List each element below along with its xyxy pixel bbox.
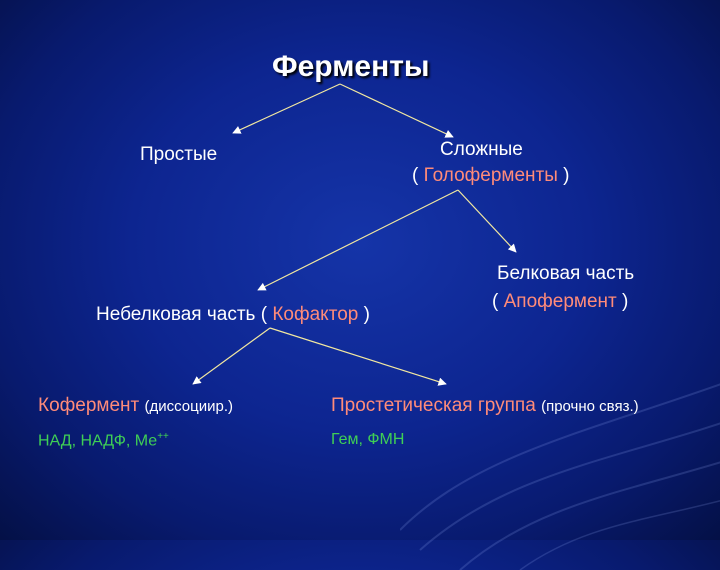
arrow-to-prosthetic xyxy=(270,328,446,384)
node-complex-alias: Голоферменты xyxy=(423,165,558,186)
coenzyme-examples xyxy=(38,432,169,449)
paren-close: ) xyxy=(622,291,629,312)
arrow-to-coenzyme xyxy=(193,328,270,384)
node-complex xyxy=(440,140,523,159)
prosthetic-examples: Гем, ФМН xyxy=(331,431,405,448)
node-coenzyme-label: Кофермент xyxy=(38,395,140,416)
node-prosthetic-note: (прочно связ.) xyxy=(541,398,639,415)
node-coenzyme xyxy=(38,396,233,415)
node-nonprotein-part-alias: Кофактор xyxy=(272,304,359,325)
arrow-to-simple xyxy=(233,84,340,133)
arrow-to-nonprotein-part xyxy=(258,190,458,290)
paren-open: ( xyxy=(412,165,419,186)
node-prosthetic-label: Простетическая группа xyxy=(331,395,536,416)
node-prosthetic xyxy=(331,396,639,415)
node-protein-part: Белковая часть xyxy=(497,263,635,284)
node-nonprotein-part-label: Небелковая часть xyxy=(96,304,256,325)
paren-close: ) xyxy=(363,304,370,325)
diagram-title: Ферменты xyxy=(272,50,430,83)
arrow-to-protein-part xyxy=(458,190,516,252)
node-simple: Простые xyxy=(140,144,218,165)
node-coenzyme-note: (диссоциир.) xyxy=(144,398,234,415)
paren-close: ) xyxy=(563,165,570,186)
paren-open: ( xyxy=(260,304,268,325)
coenzyme-examples-text: НАД, НАДФ, Ме xyxy=(38,432,158,450)
paren-open: ( xyxy=(492,291,499,312)
node-complex-alias-line xyxy=(412,166,570,185)
node-complex-label: Сложные xyxy=(440,139,523,160)
node-protein-part-alias: Апофермент xyxy=(503,291,617,312)
arrow-to-complex xyxy=(340,84,453,137)
node-nonprotein-part xyxy=(96,305,370,324)
coenzyme-examples-superscript: ++ xyxy=(157,431,169,442)
node-protein-part-alias-line xyxy=(492,292,628,311)
